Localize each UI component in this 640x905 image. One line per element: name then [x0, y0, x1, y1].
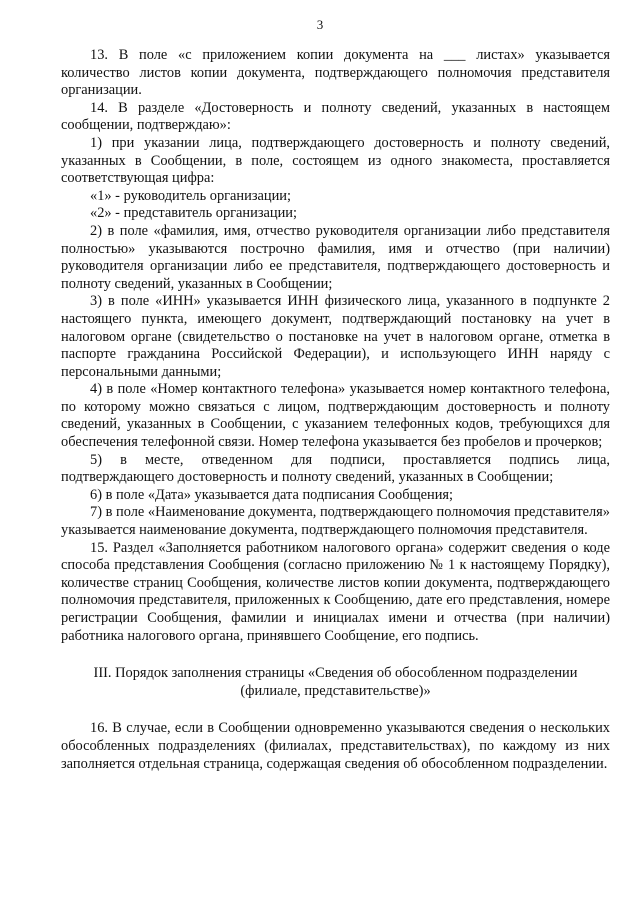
- paragraph-14-item-1-option-1: «1» - руководитель организации;: [90, 187, 292, 204]
- section-heading: [61, 665, 610, 700]
- paragraph-14-item-7: 7) в поле «Наименование документа, подтверждающего полномочия представителя» указывается наименование документа, подтверждающего полномочия представителя.: [61, 504, 610, 539]
- paragraph-15: 15. Раздел «Заполняется работником налогового органа» содержит сведения о коде способа представления Сообщения (согласно приложению № 1 к настоящему Порядку), количестве страниц Сообщения, количестве листов копии документа, подтверждающего полномочия представителя, приложенных к Сообщению, дате его представления, номере регистрации Сообщения, фамилии и инициалах имени и отчества (при наличии) работника налогового органа, принявшего Сообщение, его подпись.: [61, 539, 610, 644]
- page-number: 3: [316, 17, 324, 32]
- paragraph-14: 14. В разделе «Достоверность и полноту сведений, указанных в настоящем сообщении, подтверждаю»:: [61, 99, 610, 134]
- paragraph-14-item-2: 2) в поле «фамилия, имя, отчество руководителя организации либо представителя полностью» указываются построчно фамилия, имя и отчество (при наличии) руководителя организации либо ее представителя, подтверждающего достоверность и полноту сведений, указанных в Сообщении;: [61, 222, 610, 292]
- paragraph-14-item-1-option-2: «2» - представитель организации;: [90, 205, 297, 222]
- section-heading-line-2: (филиале, представительстве)»: [240, 682, 431, 699]
- document-body: [61, 47, 610, 773]
- paragraph-14-item-6: 6) в поле «Дата» указывается дата подписания Сообщения;: [90, 486, 454, 503]
- paragraph-14-item-4: 4) в поле «Номер контактного телефона» указывается номер контактного телефона, по которому можно связаться с лицом, подтверждающим достоверность и полноту сведений, указанных в Сообщении, с указанием телефонных кодов, требующихся для обеспечения телефонной связи. Номер телефона указывается без пробелов и прочерков;: [61, 381, 610, 451]
- section-heading-line-1: III. Порядок заполнения страницы «Сведения об обособленном подразделении: [93, 665, 578, 682]
- paragraph-13: 13. В поле «с приложением копии документа на ___ листах» указывается количество листов копии документа, подтверждающего полномочия представителя организации.: [61, 47, 610, 99]
- paragraph-16: 16. В случае, если в Сообщении одновременно указываются сведения о нескольких обособленных подразделениях (филиалах, представительствах), по каждому из них заполняется отдельная страница, содержащая сведения об обособленном подразделении.: [61, 720, 610, 772]
- paragraph-14-item-1: 1) при указании лица, подтверждающего достоверность и полноту сведений, указанных в Сообщении, в поле, состоящем из одного знакоместа, проставляется соответствующая цифра:: [61, 134, 610, 187]
- paragraph-14-item-3: 3) в поле «ИНН» указывается ИНН физического лица, указанного в подпункте 2 настоящего пункта, имеющего документ, подтверждающий постановку на учет в налоговом органе (свидетельство о постановке на учет в налоговом органе, отметка в паспорте гражданина Российской Федерации), и использующего ИНН наряду с персональными данными;: [61, 293, 610, 380]
- paragraph-14-item-5: 5) в месте, отведенном для подписи, проставляется подпись лица, подтверждающего достоверность и полноту сведений, указанных в Сообщении;: [61, 451, 610, 486]
